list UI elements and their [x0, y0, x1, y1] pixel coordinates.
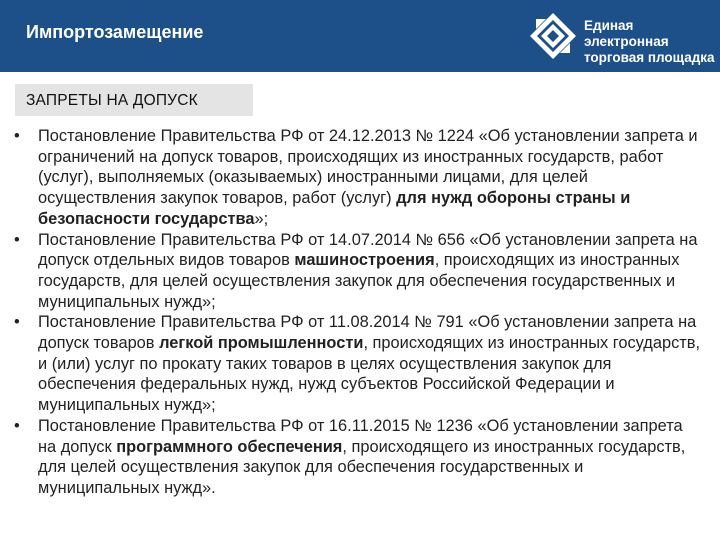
bullet-list — [14, 126, 704, 499]
list-item — [14, 126, 704, 230]
list-item — [14, 312, 704, 416]
bullet: • — [14, 127, 20, 145]
list-item — [14, 416, 704, 499]
item-text-end: »; — [254, 209, 269, 228]
bullet: • — [14, 313, 20, 332]
section-heading: ЗАПРЕТЫ НА ДОПУСК — [26, 92, 198, 109]
bullet: • — [14, 416, 20, 435]
item-bold-text: машиностроения — [294, 251, 435, 270]
item-text: Постановление Правительства РФ от 11.08.2014 № 791 «Об установлении запрета на допуск товаров — [38, 313, 697, 353]
item-text-end: , происходящих из иностранных государств, для целей осуществления закупок для обеспечения государственных и муниципальных нужд»; — [38, 251, 680, 311]
header-bar — [0, 0, 720, 72]
page-title: Импортозамещение — [26, 22, 204, 42]
item-text: Постановление Правительства РФ от 24.12.2013 № 1224 «Об установлении запрета и ограничений на допуск товаров, происходящих из иностранных государств, работ (услуг), выполняемых (оказываемых) иностранными лицами, для целей осуществления закупок товаров, работ (услуг) — [38, 127, 698, 208]
item-bold-text: программного обеспечения — [116, 437, 343, 456]
bullet: • — [14, 230, 20, 249]
item-text-end: , происходящих из иностранных государств, и (или) услуг по прокату таких товаров в целях осуществления закупок для обеспечения федеральных нужд, нужд субъектов Российской Федерации и муниципальных нужд»; — [38, 334, 701, 415]
item-bold-text: легкой промышленности — [159, 334, 364, 353]
eets-logo-icon — [528, 11, 578, 61]
logo-line-2: торговая площадка — [584, 50, 715, 65]
logo-text — [584, 18, 720, 66]
item-text: Постановление Правительства РФ от 16.11.2015 № 1236 «Об установлении запрета на допуск — [38, 416, 683, 456]
item-bold-text: для нужд обороны страны и безопасности государства — [38, 189, 631, 228]
item-text-end: , происходящего из иностранных государств, для целей осуществления закупок для обеспечения государственных и муниципальных нужд». — [38, 437, 686, 497]
item-text: Постановление Правительства РФ от 14.07.2014 № 656 «Об установлении запрета на допуск отдельных видов товаров — [38, 230, 698, 270]
list-item — [14, 230, 704, 313]
logo-line-1: Единая электронная — [584, 18, 669, 49]
